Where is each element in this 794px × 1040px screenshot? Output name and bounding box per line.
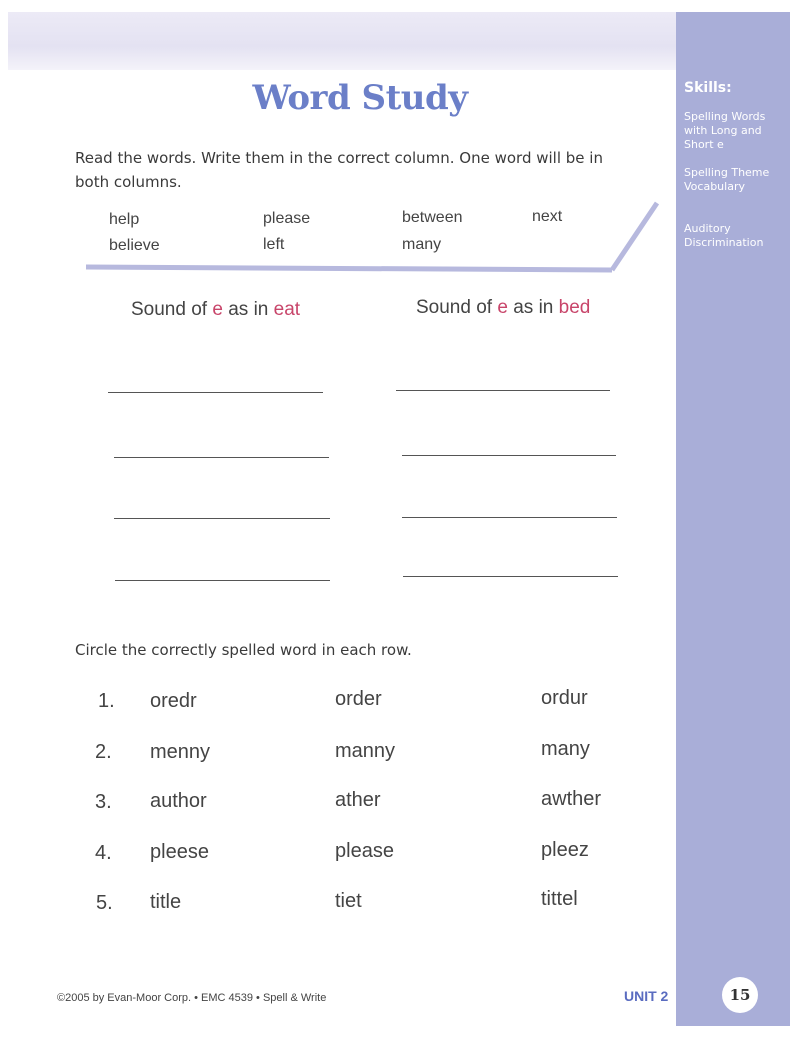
- heading-example: eat: [273, 299, 301, 320]
- column-heading-bed: [416, 297, 590, 319]
- spelling-option[interactable]: tittel: [541, 888, 578, 910]
- spelling-option[interactable]: author: [150, 790, 207, 812]
- heading-middle: as in: [513, 297, 554, 318]
- word-bank-word: between: [402, 209, 463, 226]
- spelling-option[interactable]: please: [335, 840, 394, 862]
- word-bank-word: next: [532, 208, 563, 225]
- instructions-circle: Circle the correctly spelled word in each row.: [75, 641, 412, 659]
- spelling-option[interactable]: ordur: [541, 687, 588, 709]
- row-number: 2.: [95, 741, 112, 763]
- writing-line[interactable]: [402, 455, 616, 456]
- spelling-option[interactable]: ather: [335, 789, 381, 811]
- word-bank-word: help: [109, 211, 140, 228]
- row-number: 3.: [95, 791, 112, 813]
- spelling-option[interactable]: manny: [335, 740, 396, 762]
- writing-line[interactable]: [403, 576, 618, 577]
- spelling-option[interactable]: many: [541, 738, 590, 760]
- writing-line[interactable]: [115, 580, 330, 581]
- writing-line[interactable]: [402, 517, 617, 518]
- word-bank-word: left: [263, 236, 285, 253]
- writing-line[interactable]: [108, 392, 323, 393]
- unit-label: UNIT 2: [624, 988, 669, 1004]
- spelling-option[interactable]: order: [335, 688, 382, 710]
- heading-prefix: Sound of: [131, 299, 208, 320]
- writing-line[interactable]: [396, 390, 610, 391]
- row-number: 4.: [95, 842, 112, 864]
- heading-letter: e: [497, 297, 508, 318]
- word-bank-frame: [0, 0, 794, 300]
- heading-middle: as in: [228, 299, 269, 320]
- skill-item: Spelling Words with Long and Short e: [684, 110, 766, 151]
- writing-line[interactable]: [114, 457, 329, 458]
- spelling-option[interactable]: pleez: [541, 839, 589, 861]
- row-number: 1.: [98, 690, 115, 712]
- row-number: 5.: [96, 892, 113, 914]
- page-title: Word Study: [252, 78, 468, 118]
- spelling-option[interactable]: menny: [150, 741, 211, 763]
- skill-item: Auditory Discrimination: [684, 222, 764, 249]
- spelling-option[interactable]: title: [150, 891, 182, 913]
- spelling-option[interactable]: oredr: [150, 690, 197, 712]
- word-bank-word: please: [263, 210, 311, 227]
- skill-item: Spelling Theme Vocabulary: [684, 166, 770, 193]
- instructions-sort: Read the words. Write them in the correct column. One word will be in both columns.: [75, 149, 603, 191]
- heading-example: bed: [558, 297, 591, 318]
- skills-title: Skills:: [684, 80, 732, 96]
- heading-prefix: Sound of: [416, 297, 493, 318]
- writing-line[interactable]: [114, 518, 330, 519]
- column-heading-eat: [131, 299, 300, 321]
- copyright: ©2005 by Evan-Moor Corp. • EMC 4539 • Spell & Write: [57, 992, 327, 1004]
- spelling-option[interactable]: tiet: [335, 890, 362, 912]
- page-number: 15: [722, 977, 758, 1013]
- spelling-option[interactable]: awther: [541, 788, 602, 810]
- word-bank-word: many: [402, 236, 442, 253]
- heading-letter: e: [212, 299, 223, 320]
- word-bank-word: believe: [109, 237, 160, 254]
- spelling-option[interactable]: pleese: [150, 841, 209, 863]
